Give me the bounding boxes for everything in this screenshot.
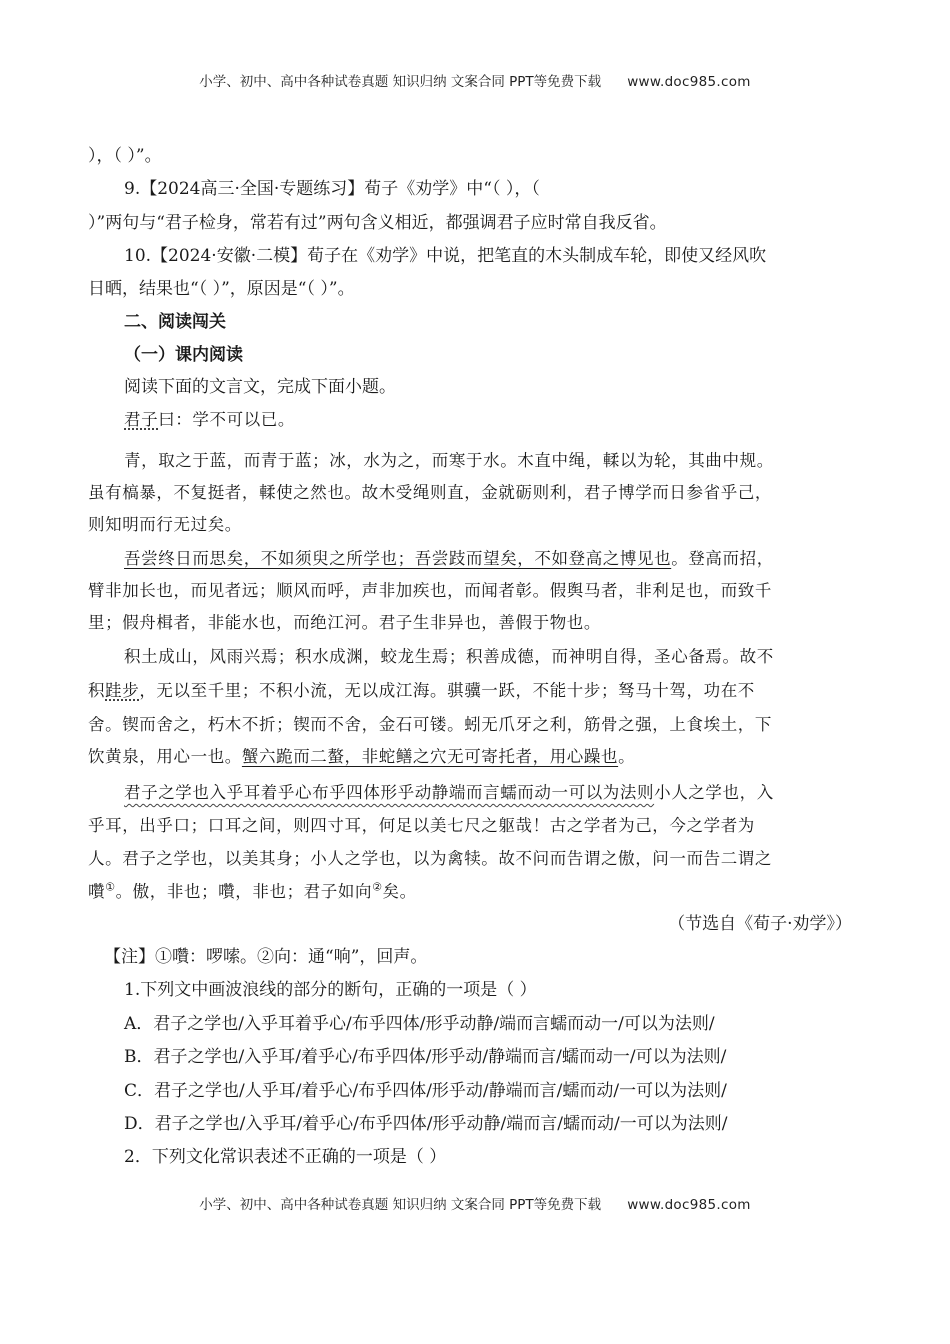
passage-text: ，无以至千里；不积小流，无以成江海。骐骥一跃，不能十步；驽马十驾，功在不 bbox=[139, 681, 755, 700]
passage-line bbox=[88, 881, 417, 903]
passage-line: 虽有槁暴，不复挺者，輮使之然也。故木受绳则直，金就砺则利，君子博学而日参省乎己， bbox=[88, 483, 772, 502]
passage-line: 里；假舟楫者，非能水也，而绝江河。君子生非异也，善假于物也。 bbox=[88, 613, 601, 632]
instruction-text: 阅读下面的文言文，完成下面小题。 bbox=[124, 377, 396, 397]
passage-line: 舍。锲而舍之，朽木不折；锲而不舍，金石可镂。蚓无爪牙之利，筋骨之强，上食埃土，下 bbox=[88, 715, 772, 734]
section-heading: 二、阅读闯关 bbox=[124, 312, 226, 332]
marked-word: 君子 bbox=[124, 410, 159, 429]
passage-text: 囋 bbox=[88, 882, 106, 901]
passage-line bbox=[124, 548, 774, 570]
passage-text: 矣。 bbox=[382, 882, 417, 901]
passage-text: 小人之学也，入 bbox=[654, 783, 774, 802]
page-header bbox=[0, 70, 950, 90]
option-b: B．君子之学也/入乎耳/着乎心/布乎四体/形乎动/静端而言/蠕而动一/可以为法则/ bbox=[124, 1047, 727, 1067]
footnote-marker: ② bbox=[372, 880, 383, 894]
passage-text: 积 bbox=[88, 681, 106, 700]
footnote-marker: ① bbox=[105, 880, 116, 894]
footer-text: 小学、初中、高中各种试卷真题 知识归纳 文案合同 PPT等免费下载 bbox=[199, 1197, 602, 1213]
underlined-sentence: 吾尝终日而思矣，不如须臾之所学也；吾尝跂而望矣，不如登高之博见也 bbox=[124, 549, 672, 568]
page-footer bbox=[0, 1193, 950, 1213]
header-text: 小学、初中、高中各种试卷真题 知识归纳 文案合同 PPT等免费下载 bbox=[199, 74, 602, 90]
passage-line: 青，取之于蓝，而青于蓝；冰，水为之，而寒于水。木直中绳，輮以为轮，其曲中规。 bbox=[124, 451, 774, 470]
text-line: 日晒，结果也“（ ）”，原因是“（ ）”。 bbox=[88, 279, 355, 299]
passage-line bbox=[88, 680, 755, 702]
passage-text: 。傲，非也；囋，非也；君子如向 bbox=[115, 882, 373, 901]
question-10: 10.【2024·安徽·二模】荀子在《劝学》中说，把笔直的木头制成车轮，即使又经风吹 bbox=[124, 246, 767, 266]
text-line: ），（ ）”。 bbox=[88, 146, 162, 166]
passage-line bbox=[124, 782, 774, 804]
option-c: C．君子之学也/人乎耳/着乎心/布乎四体/形乎动/静端而言/蠕而动/一可以为法则/ bbox=[124, 1081, 727, 1101]
footnote-note: 【注】①囋：啰嗦。②向：通“响”，回声。 bbox=[104, 947, 428, 967]
option-d: D．君子之学也/入乎耳/着乎心/布乎四体/形乎动静/端而言/蠕而动/一可以为法则/ bbox=[124, 1114, 728, 1134]
passage-line: 人。君子之学也，以美其身；小人之学也，以为禽犊。故不问而告谓之傲，问一而告二谓之 bbox=[88, 849, 772, 868]
footer-url[interactable]: www.doc985.com bbox=[627, 1197, 751, 1213]
subsection-heading: （一）课内阅读 bbox=[124, 345, 243, 365]
question-1: 1.下列文中画波浪线的部分的断句，正确的一项是（ ） bbox=[124, 980, 537, 1000]
passage-line: 积土成山，风雨兴焉；积水成渊，蛟龙生焉；积善成德，而神明自得，圣心备焉。故不 bbox=[124, 647, 774, 666]
header-url[interactable]: www.doc985.com bbox=[627, 74, 751, 90]
passage-text: 曰：学不可以已。 bbox=[158, 410, 296, 429]
passage-line: 则知明而行无过矣。 bbox=[88, 515, 242, 534]
passage-line: 乎耳，出乎口；口耳之间，则四寸耳，何足以美七尺之躯哉！古之学者为己，今之学者为 bbox=[88, 816, 755, 835]
marked-word: 跬步 bbox=[105, 681, 140, 700]
question-2: 2．下列文化常识表述不正确的一项是（ ） bbox=[124, 1147, 447, 1167]
source-citation: （节选自《荀子·劝学》） bbox=[668, 914, 852, 934]
passage-line bbox=[124, 409, 295, 431]
passage-line: 臂非加长也，而见者远；顺风而呼，声非加疾也，而闻者彰。假舆马者，非利足也，而致千 bbox=[88, 581, 772, 600]
option-a: A．君子之学也/入乎耳着乎心/布乎四体/形乎动静/端而言蠕而动一/可以为法则/ bbox=[124, 1014, 715, 1034]
text-line: ）”两句与“君子检身，常若有过”两句含义相近，都强调君子应时常自我反省。 bbox=[88, 213, 667, 233]
underlined-sentence: 蟹六跪而二螯，非蛇鳝之穴无可寄托者，用心躁也 bbox=[241, 747, 619, 766]
question-9: 9.【2024高三·全国·专题练习】荀子《劝学》中“（ ），（ bbox=[124, 179, 540, 199]
wavy-underlined-sentence: 君子之学也入乎耳着乎心布乎四体形乎动静端而言蠕而动一可以为法则 bbox=[124, 783, 655, 802]
passage-text: 。 bbox=[618, 747, 636, 766]
passage-text: 。登高而招， bbox=[671, 549, 774, 568]
passage-line bbox=[88, 746, 635, 768]
passage-text: 饮黄泉，用心一也。 bbox=[88, 747, 242, 766]
